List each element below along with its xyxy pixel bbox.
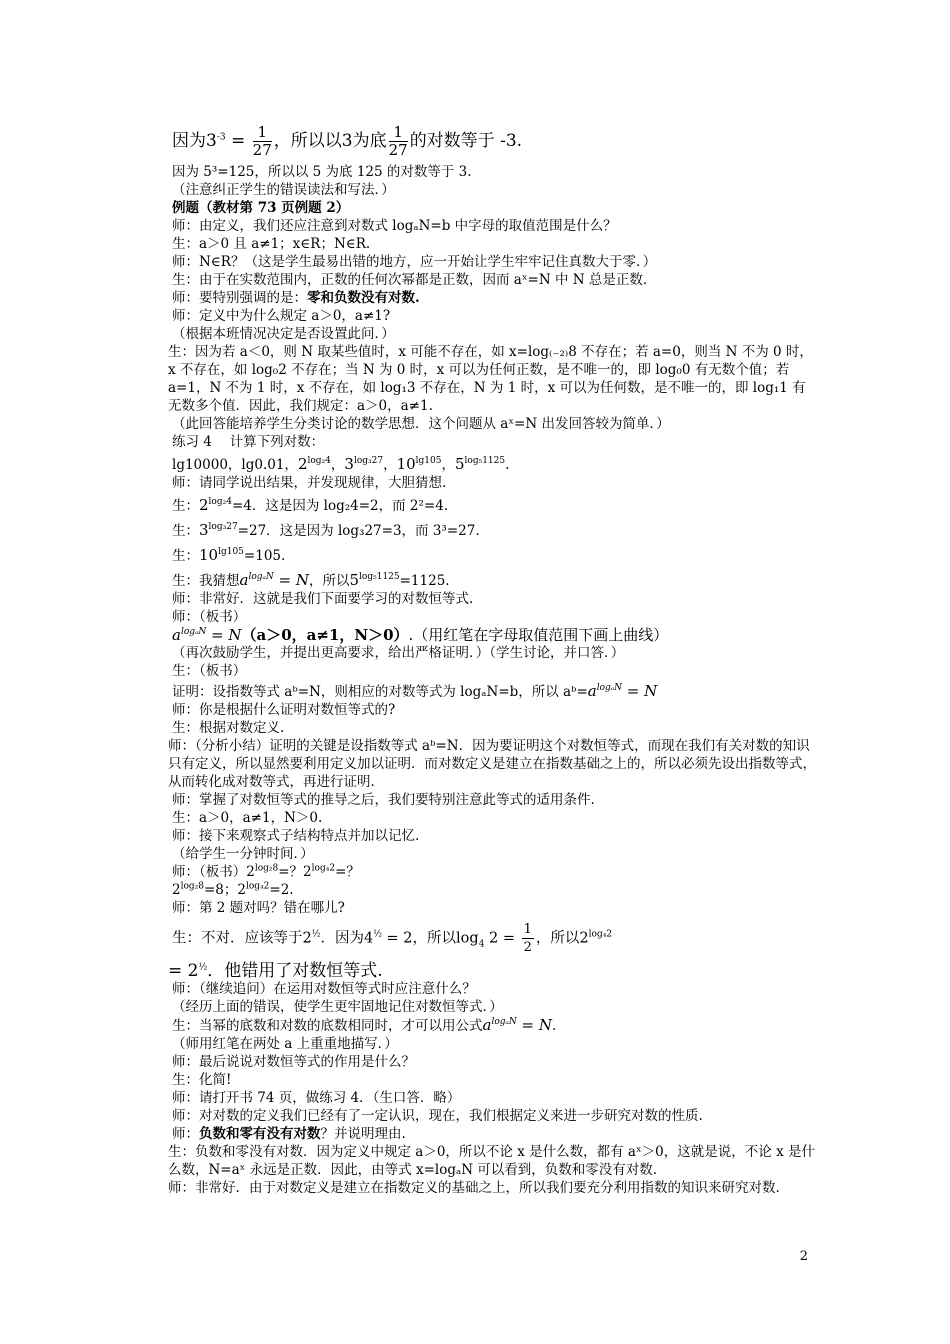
line-16: 师：请同学说出结果，并发现规律，大胆猜想. bbox=[172, 475, 447, 491]
line-37: 生：不对．应该等于$2^{\frac{1}{2}}$．因为$4^{\frac{1}{2}} = 2$，所以$\log_4 2$ = $\frac{1}{2}$ ，所以$2^{log_42}$ bbox=[172, 922, 613, 955]
line-32: 师：接下来观察式子结构特点并加以记忆. bbox=[172, 828, 420, 844]
line-27: 师：你是根据什么证明对数恒等式的? bbox=[172, 702, 396, 718]
line-11: （根据本班情况决定是否设置此问．） bbox=[172, 326, 395, 342]
line-34: 师：（板书）$2^{log_28}=$？$2^{log_42}=$？ bbox=[172, 863, 360, 880]
line-28: 生：根据对数定义. bbox=[172, 720, 285, 736]
line-15: lg10000，lg0.01，$2^{log_24}$，$3^{log_327}$，$10^{lg105}$，$5^{log_51125}$. bbox=[172, 455, 510, 473]
line-46: 师：对对数的定义我们已经有了一定认识，现在，我们根据定义来进一步研究对数的性质. bbox=[172, 1108, 703, 1124]
line-44: 生：化简! bbox=[172, 1072, 232, 1088]
line-24: （再次鼓励学生，并提出更高要求，给出严格证明．）（学生讨论，并口答．） bbox=[172, 645, 625, 661]
line-29: 师：（分析小结）证明的关键是设指数等式 aᵇ=N．因为要证明这个对数恒等式，而现在我们有关对数的知识只有定义，所以显然要利用定义加以证明．而对数定义是建立在指数基础之上的，所以必须先设出指数等式，从而转化成对数等式，再进行证明. bbox=[168, 738, 816, 790]
line-21: 师：非常好．这就是我们下面要学习的对数恒等式. bbox=[172, 591, 474, 607]
line-12: 生：因为若 a＜0，则 N 取某些值时，x 可能不存在，如 x=log₍₋₂₎8 不存在；若 a=0，则当 N 不为 0 时，x 不存在，如 log₀2 不存在；当 N 为 0 时，x 可以为任何正数，是不唯一的，即 log₀0 有无数个值；若 a=1，N 不为 1 时，x 不存在，如 log₁3 不存在，N 为 1 时，x 可以为任何数，是不唯一的，即 log₁1 有无数多个值．因此，我们规定：a＞0，a≠1. bbox=[168, 344, 813, 414]
line-42: （师用红笔在两处 a 上重重地描写．） bbox=[172, 1036, 398, 1052]
line-39: 师：（继续追问）在运用对数恒等式时应注意什么？ bbox=[172, 981, 476, 997]
line-1: 因为$3^{-3}$ = $\frac{1}{27}$ ，所以以3为底 $\frac{1}{27}$ 的对数等于 -3. bbox=[172, 123, 523, 159]
line-18: 生：$3^{log_327}=27$．这是因为 log₃27=3，而 3³=27. bbox=[172, 521, 480, 539]
line-48: 生：负数和零没有对数．因为定义中规定 a＞0，所以不论 x 是什么数，都有 aˣ＞0，这就是说，不论 x 是什么数，N=aˣ 永远是正数．因此，由等式 x=logₐN 可以看到，负数和零没有对数. bbox=[168, 1144, 815, 1178]
line-45: 师：请打开书 74 页，做练习 4．（生口答．略） bbox=[172, 1090, 461, 1106]
line-35: $2^{log_28}=8$；$2^{log_42}=2$. bbox=[172, 881, 294, 898]
line-36: 师：第 2 题对吗？错在哪儿? bbox=[172, 900, 345, 916]
line-43: 师：最后说说对数恒等式的作用是什么？ bbox=[172, 1054, 415, 1070]
line-33: （给学生一分钟时间．） bbox=[172, 846, 314, 862]
line-13: （此回答能培养学生分类讨论的数学思想．这个问题从 aˣ=N 出发回答较为简单．） bbox=[172, 416, 670, 432]
line-49: 师：非常好．由于对数定义是建立在指数定义的基础之上，所以我们要充分利用指数的知识来研究对数. bbox=[168, 1180, 780, 1196]
line-8: 生：由于在实数范围内，正数的任何次幂都是正数，因而 aˣ=N 中 N 总是正数. bbox=[172, 272, 648, 288]
line-41: 生：当幂的底数和对数的底数相同时，才可以用公式$a^{log_aN} = N$. bbox=[172, 1016, 557, 1034]
line-23: $a^{log_aN} = N(a>0$，a≠1，N＞0）.（用红笔在字母取值范围下画上曲线） bbox=[172, 626, 669, 644]
line-6: 生：a＞0 且 a≠1；x∈R；N∈R. bbox=[172, 236, 371, 252]
line-20: 生：我猜想$a^{log_aN} = N$，所以$5^{log_51125}=1125$. bbox=[172, 571, 450, 589]
line-25: 生：（板书） bbox=[172, 663, 247, 679]
line-7: 师：N∈R？（这是学生最易出错的地方，应一开始让学生牢牢记住真数大于零．） bbox=[172, 254, 657, 270]
line-22: 师：（板书） bbox=[172, 609, 247, 625]
page-number: 2 bbox=[799, 1249, 808, 1264]
line-5: 师：由定义，我们还应注意到对数式 logₐN=b 中字母的取值范围是什么？ bbox=[172, 218, 617, 234]
line-38: = $2^{\frac{1}{2}}$．他错用了对数恒等式. bbox=[168, 961, 383, 981]
line-19: 生：$10^{lg105}=105$. bbox=[172, 546, 286, 564]
example-heading: 例题（教材第 73 页例题 2） bbox=[172, 200, 350, 216]
page-content bbox=[168, 123, 816, 1197]
line-9: 师：要特别强调的是：零和负数没有对数. bbox=[172, 290, 420, 306]
line-47: 师：负数和零有没有对数？并说明理由. bbox=[172, 1126, 406, 1142]
line-2: 因为 5³=125，所以以 5 为底 125 的对数等于 3. bbox=[172, 164, 472, 180]
line-17: 生：$2^{log_24}=4$．这是因为 log₂4=2，而 2²=4. bbox=[172, 496, 449, 514]
line-40: （经历上面的错误，使学生更牢固地记住对数恒等式．） bbox=[172, 999, 503, 1015]
line-10: 师：定义中为什么规定 a＞0，a≠1? bbox=[172, 308, 391, 324]
line-31: 生：a＞0，a≠1，N＞0. bbox=[172, 810, 323, 826]
line-14: 练习 4 计算下列对数： bbox=[172, 434, 325, 450]
line-3: （注意纠正学生的错误读法和写法．） bbox=[172, 182, 395, 198]
line-30: 师：掌握了对数恒等式的推导之后，我们要特别注意此等式的适用条件. bbox=[172, 792, 595, 808]
line-26: 证明：设指数等式 aᵇ=N，则相应的对数等式为 logₐN=b，所以 $aᵇ=a^{log_aN} = N$ bbox=[172, 682, 658, 700]
